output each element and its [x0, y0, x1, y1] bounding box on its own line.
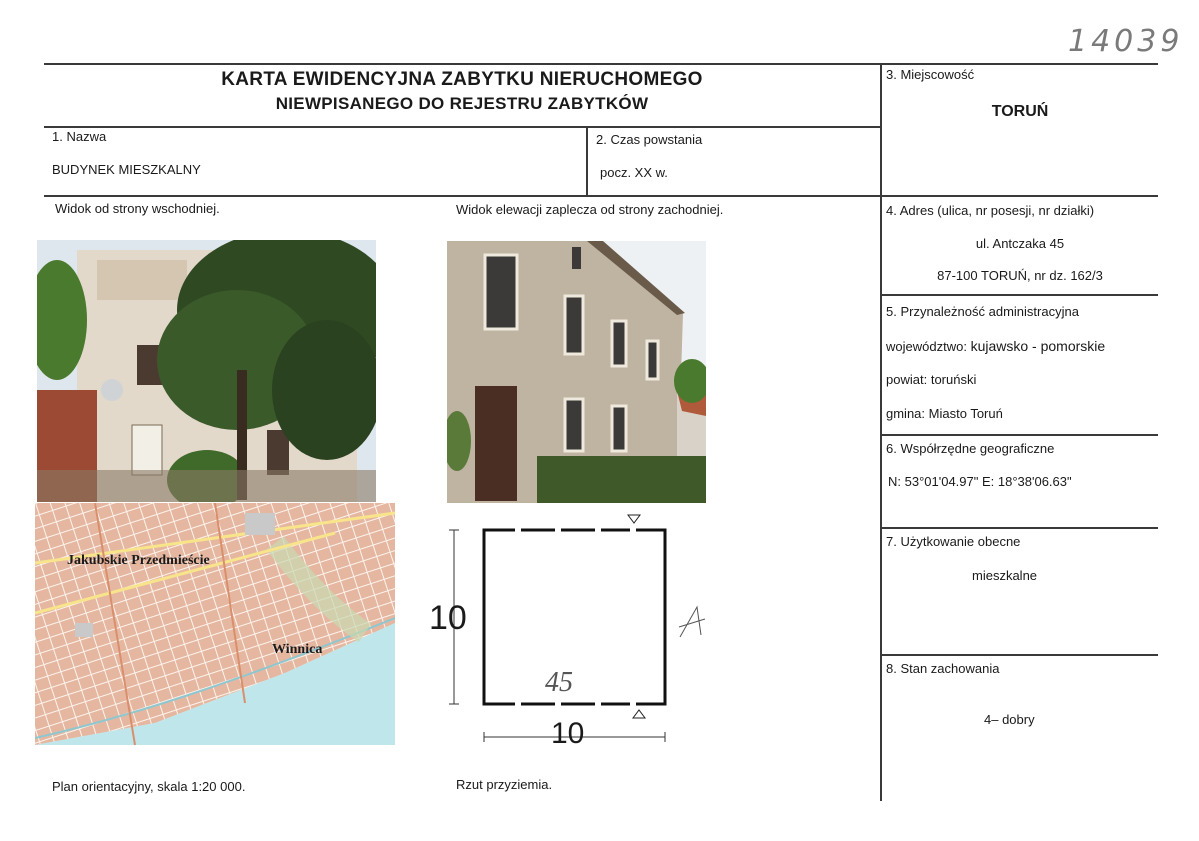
- adres-line1: ul. Antczaka 45: [975, 236, 1065, 251]
- uzytkowanie-value: mieszkalne: [972, 568, 1038, 583]
- map-caption: Plan orientacyjny, skala 1:20 000.: [52, 779, 246, 794]
- powiat-label: powiat:: [886, 372, 928, 387]
- gmina-row: [886, 406, 1003, 421]
- card-title: KARTA EWIDENCYJNA ZABYTKU NIERUCHOMEGO: [221, 69, 703, 90]
- miejscowosc-label: 3. Miejscowość: [886, 67, 975, 82]
- house-number: 45: [545, 667, 573, 698]
- adres-line2: 87-100 TORUŃ, nr dz. 162/3: [937, 268, 1103, 283]
- coords-divider: [882, 527, 1158, 529]
- admin-divider: [882, 434, 1158, 436]
- photo-west-view: [447, 241, 706, 503]
- north-mark: [683, 609, 684, 610]
- floor-plan: [425, 507, 715, 752]
- photo-east-image: [37, 240, 376, 502]
- archive-number: 14039: [1068, 24, 1184, 59]
- gmina-label: gmina:: [886, 406, 926, 421]
- czas-label: 2. Czas powstania: [596, 132, 703, 147]
- dimension-horizontal: 10: [551, 719, 585, 749]
- czas-value: pocz. XX w.: [600, 165, 668, 180]
- top-border: [44, 63, 1158, 65]
- powiat-value: toruński: [930, 372, 977, 387]
- wojewodztwo-value: kujawsko - pomorskie: [970, 338, 1106, 354]
- powiat-row: [886, 372, 976, 387]
- dimension-vertical: 10: [429, 599, 467, 637]
- location-map: [35, 503, 395, 745]
- floorplan-caption: Rzut przyziemia.: [456, 777, 553, 792]
- przynaleznosc-label: 5. Przynależność administracyjna: [886, 304, 1079, 319]
- floor-plan-drawing: [425, 507, 715, 752]
- wojewodztwo-row: [886, 338, 1105, 354]
- title-divider: [44, 126, 882, 128]
- nazwa-label: 1. Nazwa: [52, 129, 107, 144]
- wspolrzedne-value: N: 53°01'04.97" E: 18°38'06.63": [888, 474, 1072, 489]
- name-time-divider: [586, 127, 588, 195]
- uzytkowanie-label: 7. Użytkowanie obecne: [886, 534, 1021, 549]
- name-row-divider: [44, 195, 1158, 197]
- nazwa-value: BUDYNEK MIESZKALNY: [52, 162, 201, 177]
- wojewodztwo-label: województwo:: [886, 339, 967, 354]
- photo-east-caption: Widok od strony wschodniej.: [55, 201, 220, 216]
- usage-divider: [882, 654, 1158, 656]
- map-label-jakubskie: Jakubskie Przedmieście: [67, 553, 210, 568]
- map-image: [35, 503, 395, 745]
- gmina-value: Miasto Toruń: [928, 406, 1003, 421]
- miejscowosc-value: TORUŃ: [991, 103, 1049, 120]
- wspolrzedne-label: 6. Współrzędne geograficzne: [886, 441, 1055, 456]
- map-label-winnica: Winnica: [272, 642, 323, 657]
- adres-label: 4. Adres (ulica, nr posesji, nr działki): [886, 203, 1095, 218]
- photo-west-caption: Widok elewacji zaplecza od strony zachodniej.: [456, 202, 724, 217]
- card-subtitle: NIEWPISANEGO DO REJESTRU ZABYTKÓW: [275, 94, 649, 113]
- stan-value: 4– dobry: [984, 712, 1035, 727]
- stan-label: 8. Stan zachowania: [886, 661, 1000, 676]
- address-divider: [882, 294, 1158, 296]
- right-column-divider: [880, 63, 882, 801]
- photo-west-image: [447, 241, 706, 503]
- photo-east-view: [37, 240, 376, 502]
